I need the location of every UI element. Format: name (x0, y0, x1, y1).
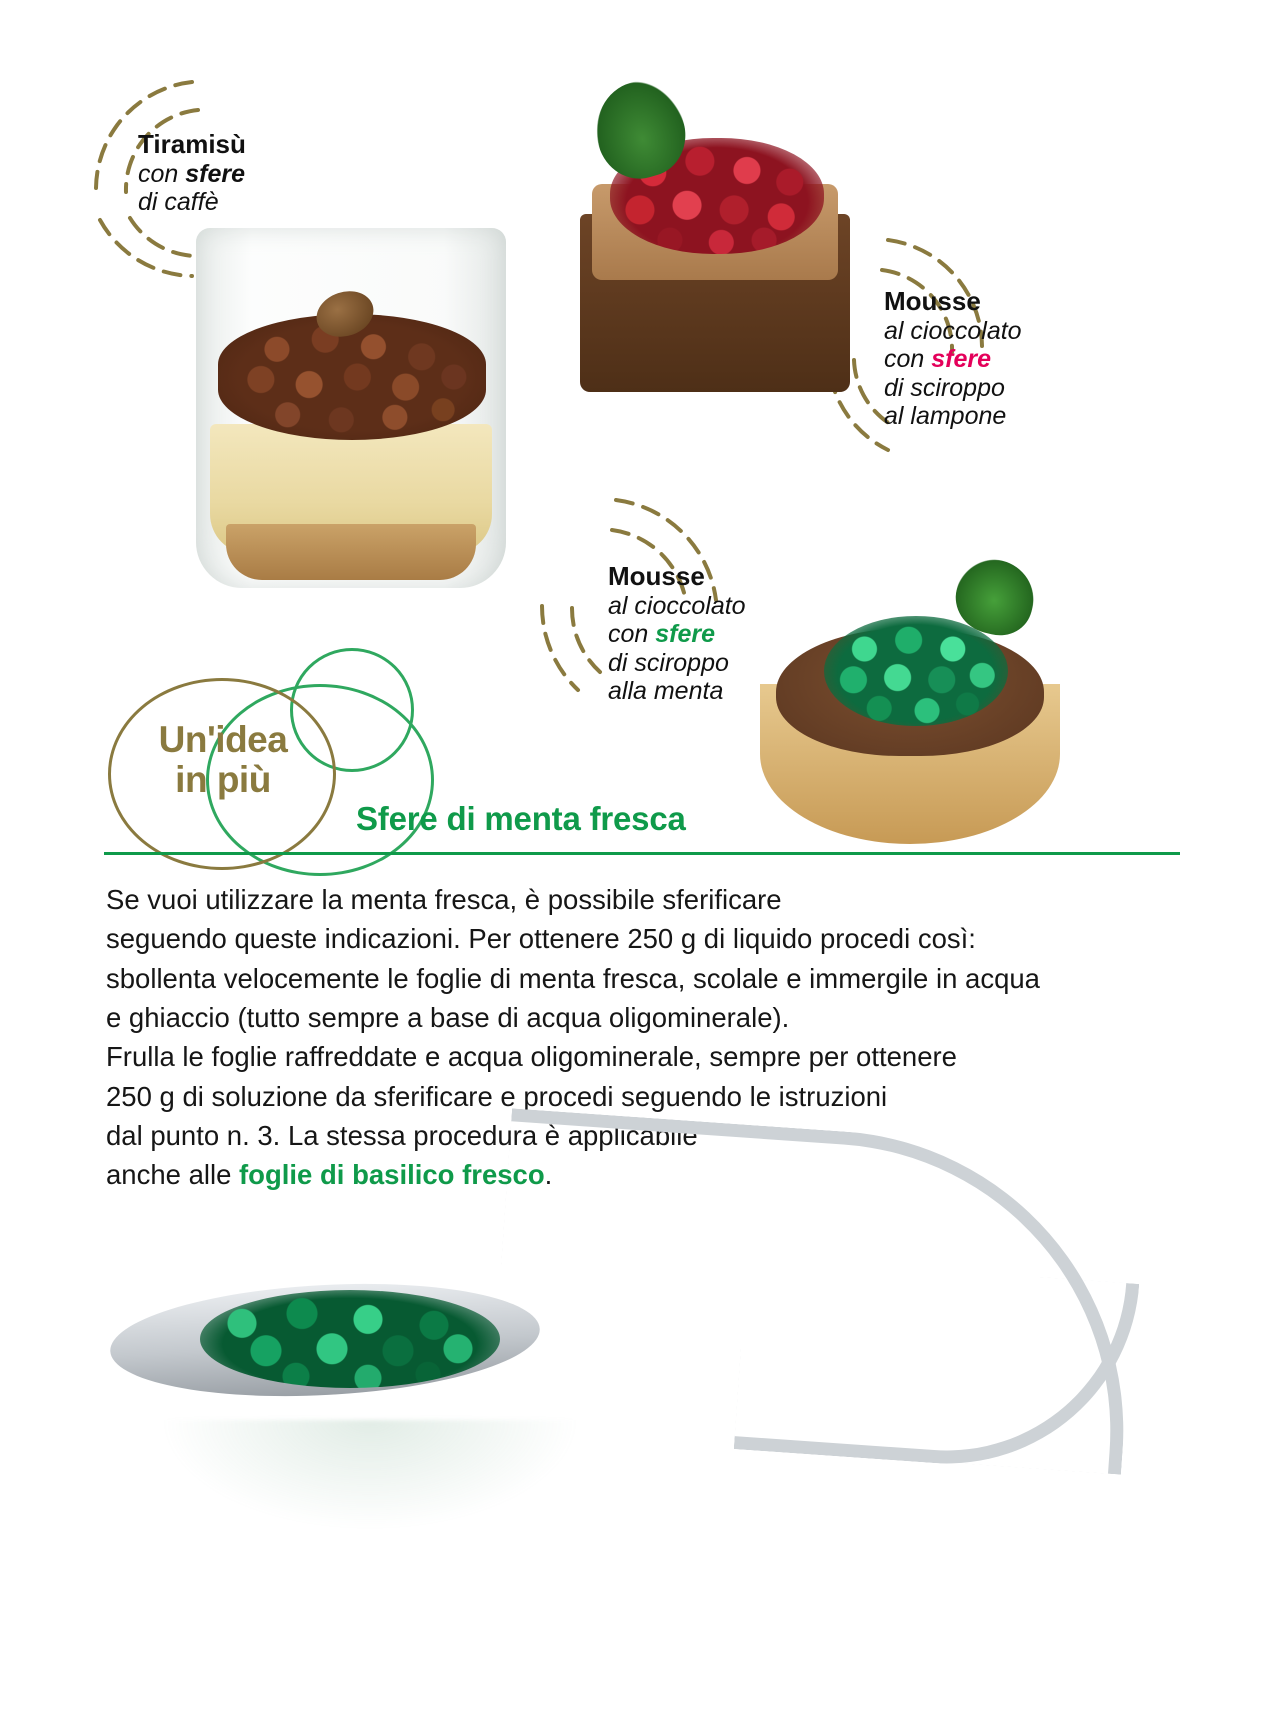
callout-line-4: al lampone (884, 402, 1007, 431)
spoon-reflection (160, 1420, 580, 1530)
callout-line-1-pre: con (138, 159, 186, 188)
callout-title: Tiramisù (138, 129, 246, 159)
section-heading: Sfere di menta fresca (356, 800, 686, 837)
callout-title: Mousse (608, 561, 705, 591)
photo-spoon (100, 1120, 1180, 1550)
callout-line-1 (138, 160, 246, 189)
callout-mousse-raspberry (884, 287, 1022, 431)
body-highlight: foglie di basilico fresco (239, 1159, 545, 1191)
body-line-2: seguendo queste indicazioni. Per ottenere 250 g di liquido procedi così: (106, 923, 976, 955)
body-line-8-post: . (544, 1159, 553, 1191)
section-divider (104, 852, 1180, 855)
callout-mousse-mint (608, 562, 746, 706)
callout-line-1: al cioccolato (608, 591, 746, 620)
callout-line-3: di sciroppo (884, 373, 1005, 402)
body-line-4: e ghiaccio (tutto sempre a base di acqua oligominerale). (106, 1001, 790, 1033)
callout-line-1: al cioccolato (884, 316, 1022, 345)
callout-highlight: sfere (185, 159, 246, 188)
photo-tart-mint (760, 556, 1060, 856)
callout-line-2-pre: con (884, 345, 932, 374)
photo-tart-raspberry (570, 74, 860, 404)
body-line-6: 250 g di soluzione da sferificare e procedi seguendo le istruzioni (106, 1080, 888, 1112)
body-line-8-pre: anche alle (106, 1159, 240, 1191)
body-line-7: dal punto n. 3. La stessa procedura è applicabile (106, 1119, 698, 1151)
mint-spheres (824, 616, 1008, 726)
badge-text-line-1: Un'idea (158, 719, 288, 760)
callout-line-2 (608, 620, 746, 649)
callout-highlight: sfere (931, 345, 992, 374)
photo-tiramisu (196, 228, 506, 596)
badge-text-line-2: in più (175, 758, 271, 800)
callout-tiramisu (138, 130, 246, 217)
callout-line-2-pre: con (608, 620, 656, 649)
callout-highlight: sfere (655, 620, 716, 649)
body-line-3: sbollenta velocemente le foglie di menta fresca, scolale e immergile in acqua (106, 962, 1040, 994)
callout-line-2 (884, 345, 1022, 374)
body-line-5: Frulla le foglie raffreddate e acqua oligominerale, sempre per ottenere (106, 1041, 957, 1073)
callout-line-3: di sciroppo (608, 648, 729, 677)
mint-spheres-on-spoon (200, 1290, 500, 1388)
callout-line-2: di caffè (138, 188, 219, 217)
body-line-1: Se vuoi utilizzare la menta fresca, è possibile sferificare (106, 884, 782, 915)
callout-line-4: alla menta (608, 677, 724, 706)
badge-text (130, 720, 316, 800)
tiramisu-biscuit-layer (226, 524, 476, 580)
callout-title: Mousse (884, 286, 981, 316)
